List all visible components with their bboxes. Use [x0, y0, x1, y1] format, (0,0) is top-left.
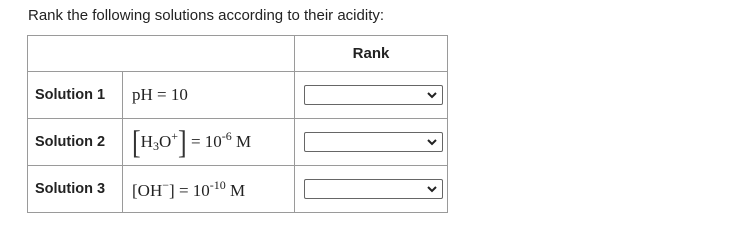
solution-expression: $[OH^-] = 10^{-10}$ M [132, 177, 246, 200]
ranking-table [27, 35, 448, 213]
table-row [28, 166, 448, 213]
header-empty-cell [28, 36, 295, 72]
question-prompt: Rank the following solutions according to their acidity: [28, 7, 385, 24]
chevron-down-icon [426, 182, 438, 196]
solution-expression: $[H_3O^+] = 10^{-6}$ M [132, 123, 252, 160]
rank-dropdown[interactable] [304, 132, 443, 152]
solution-label: Solution 2 [28, 119, 123, 165]
solution-expression: pH = 10 [132, 85, 188, 104]
chevron-down-icon [426, 135, 438, 149]
solution-label: Solution 3 [28, 166, 123, 212]
rank-dropdown[interactable] [304, 179, 443, 199]
chevron-down-icon [426, 88, 438, 102]
solution-label: Solution 1 [28, 72, 123, 118]
rank-dropdown[interactable] [304, 85, 443, 105]
rank-column-header: Rank [295, 36, 448, 72]
table-header-row [28, 36, 448, 72]
table-row [28, 72, 448, 119]
table-row [28, 119, 448, 166]
